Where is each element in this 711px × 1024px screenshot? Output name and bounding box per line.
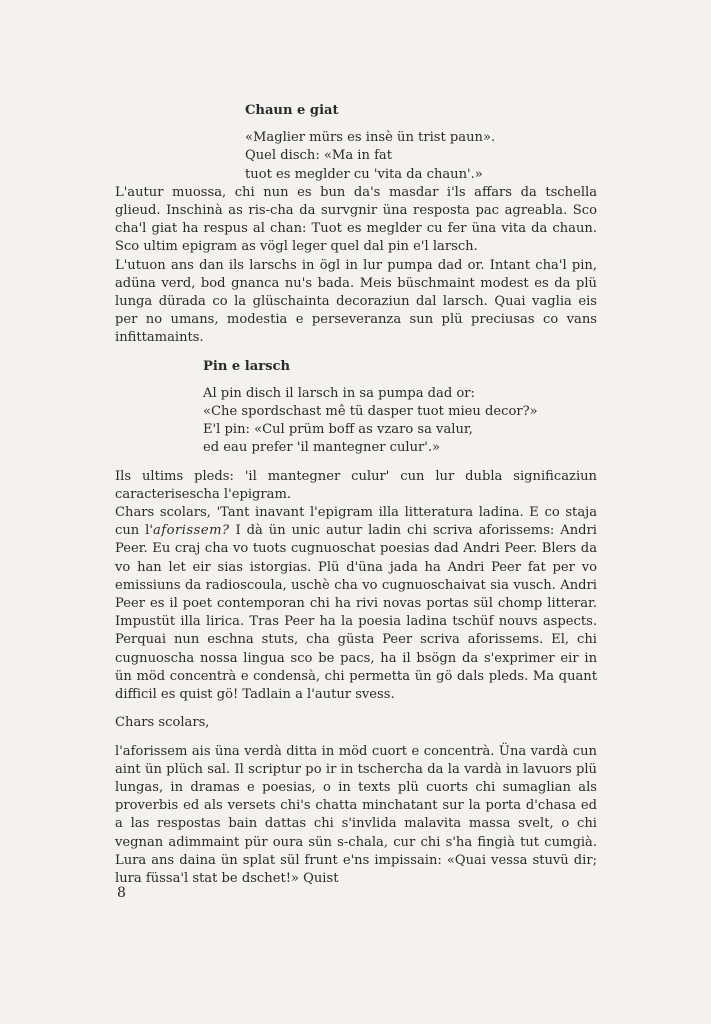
poem-line: «Che spordschast mê tü dasper tuot mieu decor?» — [203, 404, 538, 420]
poem-line: tuot es meglder cu 'vita da chaun'.» — [245, 166, 483, 182]
paragraph: Chars scolars, — [115, 715, 210, 731]
poem-line: E'l pin: «Cul prüm boff as vzaro sa valur, — [203, 422, 473, 438]
poem-line: ed eau prefer 'il mantegner culur'.» — [203, 440, 441, 456]
poem-chaun-e-giat — [245, 102, 597, 184]
paragraph: L'utuon ans dan ils larschs in ögl in lur pumpa dad or. Intant cha'l pin, adüna verd, bod gnanca nu's bada. Meis büschmaint modest es da plü lunga dürada co la glüschainta decoraziun dal larsch. Quai vaglia eis per no umans, modestia e perseveranza sun plü preciusas co vans infittamaints. — [115, 257, 597, 346]
paragraph: L'autur muossa, chi nun es bun da's masdar i'ls affars da tschella glieud. Inschinà as ris-cha da survgnir üna resposta pac agreabla. Sco cha'l giat ha respus al chan: Tuot es meglder cu fer üna vita da chaun. Sco ultim epigram as vögl leger quel dal pin e'l larsch. — [115, 184, 597, 255]
paragraph: Ils ultims pleds: 'il mantegner culur' cun lur dubla significaziun caracterisescha l'epigram. — [115, 468, 597, 502]
emphasis-aforissem: aforissem? — [152, 523, 230, 539]
poem-title: Pin e larsch — [203, 358, 291, 374]
page-number: 8 — [117, 885, 126, 901]
paragraph: l'aforissem ais üna verdà ditta in möd cuort e concentrà. Üna vardà cun aint ün plüch sal. Il scriptur po ir in tschercha da la vardà in lavuors plü lungas, in dramas e poesias, o in texts plü cuorts chi sumaglian als proverbis ed als versets chi's chatta minchatant sur la porta d'chasa ed a las respostas bain dattas chi s'invlida malavita massa svelt, o chi vegnan adimmaint pür oura sün s-chala, cur chi s'ha fingià tut cumgià. Lura ans daina ün splat sül frunt e'ns impissain: «Quai vessa stuvü dir; lura füssa'l stat be dschet!» Quist — [115, 743, 597, 886]
poem-line: Quel disch: «Ma in fat — [245, 148, 392, 164]
poem-pin-e-larsch — [203, 358, 597, 458]
paragraph-text: I dà ün unic autur ladin chi scriva aforissems: Andri Peer. Eu craj cha vo tuots cugnuoschat poesias dad Andri Peer. Blers da vo han let eir sias istorgias. Plü d'üna jada ha Andri Peer fat per vo emissiuns da radioscoula, uschè cha vo cugnuoschaivat sia vusch. Andri Peer es il poet contemporan chi ha rivi novas portas sül chomp litterar. Impustüt illa lirica. Tras Peer ha la poesia ladina tschüf nouvs aspects. Perquai nun eschna stuts, cha güsta Peer scriva aforissems. El, chi cugnuoscha nossa lingua sco be pacs, ha il bsögn da s'exprimer eir in ün möd concentrà e condensà, chi permetta ün gö dals pleds. Ma quant difficil es quist gö! Tadlain a l'autur svess. — [115, 523, 597, 703]
paragraph-text: Chars scolars, 'Tant inavant l'epigram illa litteratura ladina. E co staja cun l' — [115, 505, 597, 539]
body-text — [115, 102, 597, 888]
poem-title: Chaun e giat — [245, 103, 339, 118]
paragraph — [115, 504, 597, 704]
poem-line: «Maglier mürs es insè ün trist paun». — [245, 130, 496, 146]
poem-line: Al pin disch il larsch in sa pumpa dad or: — [203, 385, 475, 401]
